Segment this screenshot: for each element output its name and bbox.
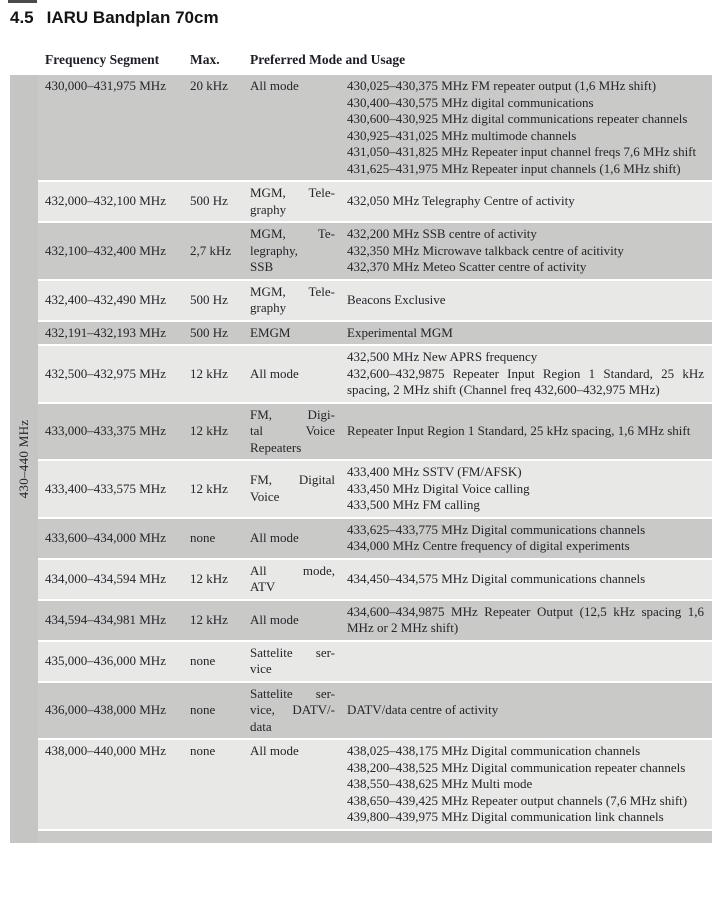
usage-cell <box>340 522 712 555</box>
usage-cell <box>340 78 712 177</box>
mode-cell <box>241 284 340 317</box>
mode-cell <box>241 743 340 760</box>
usage-entry: 433,400 MHz SSTV (FM/AFSK) <box>347 464 522 479</box>
table-row <box>38 281 712 320</box>
mode-line: All mode <box>250 529 299 545</box>
usage-entry: 432,600–432,9875 Repeater Input Region 1 Standard, 25 kHz spacing, 2 MHz shift (Channel freq 432,600–432,975 MHz) <box>347 365 704 397</box>
usage-cell <box>340 464 712 514</box>
table-row <box>38 560 712 599</box>
usage-cell <box>340 571 712 588</box>
mode-line: MGM, Tele- <box>250 283 335 299</box>
max-bandwidth-cell: none <box>190 652 216 668</box>
usage-cell <box>340 743 712 826</box>
usage-entry: 432,500 MHz New APRS frequency <box>347 349 538 364</box>
section-heading <box>10 8 725 28</box>
mode-line: Voice <box>250 488 280 504</box>
max-bandwidth-cell: 12 kHz <box>190 570 228 586</box>
frequency-cell: 438,000–440,000 MHz <box>45 743 166 758</box>
mode-line: MGM, Tele- <box>250 185 335 200</box>
mode-cell <box>241 366 340 383</box>
table-row <box>38 740 712 829</box>
table-row <box>38 461 712 517</box>
mode-line: SSB <box>250 259 274 274</box>
usage-cell <box>340 325 712 342</box>
mode-cell <box>241 78 340 95</box>
max-bandwidth-cell: 20 kHz <box>190 78 228 93</box>
mode-line: Sattelite ser- <box>250 644 335 660</box>
max-bandwidth-cell: none <box>190 529 216 545</box>
table-row <box>38 75 712 180</box>
mode-cell <box>241 645 340 678</box>
usage-entry: 430,600–430,925 MHz digital communications repeater channels <box>347 111 688 126</box>
usage-cell <box>340 226 712 276</box>
usage-entry: 432,350 MHz Microwave talkback centre of acitivity <box>347 242 624 258</box>
mode-line: ATV <box>250 579 276 594</box>
usage-entry: 438,200–438,525 MHz Digital communication repeater channels <box>347 759 686 775</box>
mode-line: tal Voice <box>250 423 335 438</box>
usage-cell <box>340 349 712 399</box>
mode-cell <box>241 530 340 547</box>
frequency-cell: 436,000–438,000 MHz <box>45 702 166 717</box>
mode-line: legraphy, <box>250 242 298 258</box>
frequency-cell: 432,500–432,975 MHz <box>45 365 166 381</box>
mode-cell <box>241 563 340 596</box>
usage-entry: Beacons Exclusive <box>347 291 446 307</box>
table-row <box>38 642 712 681</box>
max-bandwidth-cell: 500 Hz <box>190 193 228 209</box>
table-row <box>38 182 712 221</box>
mode-line: MGM, Te- <box>250 226 335 241</box>
max-bandwidth-cell: 2,7 kHz <box>190 242 232 258</box>
frequency-cell: 433,400–433,575 MHz <box>45 480 166 496</box>
mode-line: Sattelite ser- <box>250 685 335 701</box>
usage-entry: 432,200 MHz SSB centre of activity <box>347 226 537 241</box>
usage-entry: 438,550–438,625 MHz Multi mode <box>347 776 533 791</box>
mode-cell <box>241 472 340 505</box>
mode-line: Repeaters <box>250 439 302 455</box>
usage-entry: 430,925–431,025 MHz multimode channels <box>347 127 577 143</box>
usage-entry: Repeater Input Region 1 Standard, 25 kHz spacing, 1,6 MHz shift <box>347 423 691 438</box>
table-row <box>38 346 712 402</box>
usage-cell <box>340 604 712 637</box>
mode-line: FM, Digi- <box>250 406 335 422</box>
usage-cell <box>340 292 712 309</box>
table-row <box>38 404 712 460</box>
usage-entry: 431,625–431,975 MHz Repeater input channels (1,6 MHz shift) <box>347 160 681 176</box>
frequency-cell: 430,000–431,975 MHz <box>45 78 166 93</box>
mode-line: vice, DATV/- <box>250 702 335 717</box>
mode-line: data <box>250 718 272 734</box>
usage-entry: 431,050–431,825 MHz Repeater input channel freqs 7,6 MHz shift <box>347 144 697 159</box>
table-row <box>38 519 712 558</box>
bandplan-table <box>10 75 712 843</box>
table-row <box>38 322 712 345</box>
usage-entry: 430,025–430,375 MHz FM repeater output (1,6 MHz shift) <box>347 78 657 93</box>
frequency-cell: 432,191–432,193 MHz <box>45 324 166 340</box>
frequency-cell: 435,000–436,000 MHz <box>45 652 166 668</box>
frequency-cell: 434,594–434,981 MHz <box>45 611 166 627</box>
usage-entry: 438,025–438,175 MHz Digital communication channels <box>347 743 641 758</box>
usage-cell <box>340 423 712 440</box>
column-header-max: Max. <box>190 52 220 67</box>
usage-entry: 434,600–434,9875 MHz Repeater Output (12,5 kHz spacing 1,6 MHz or 2 MHz shift) <box>347 603 704 635</box>
usage-entry: 433,450 MHz Digital Voice calling <box>347 480 530 496</box>
table-row <box>38 683 712 739</box>
max-bandwidth-cell: none <box>190 702 216 717</box>
column-header-frequency: Frequency Segment <box>45 52 160 67</box>
frequency-cell: 434,000–434,594 MHz <box>45 570 166 586</box>
usage-entry: DATV/data centre of activity <box>347 702 499 717</box>
frequency-cell: 432,100–432,400 MHz <box>45 242 166 258</box>
mode-cell <box>241 612 340 629</box>
mode-cell <box>241 686 340 736</box>
usage-entry: 433,500 MHz FM calling <box>347 497 480 512</box>
mode-cell <box>241 407 340 457</box>
page-title: IARU Bandplan 70cm <box>46 8 219 27</box>
mode-line: graphy <box>250 300 287 315</box>
band-range-label: 430–440 MHz <box>16 419 31 499</box>
usage-entry: 432,370 MHz Meteo Scatter centre of activity <box>347 259 587 274</box>
max-bandwidth-cell: none <box>190 743 216 758</box>
mode-line: FM, Digital <box>250 472 335 488</box>
table-header-row <box>10 52 725 70</box>
frequency-cell: 433,600–434,000 MHz <box>45 529 166 545</box>
max-bandwidth-cell: 12 kHz <box>190 365 228 381</box>
mode-line: graphy <box>250 201 287 217</box>
band-gutter <box>10 75 38 843</box>
usage-cell <box>340 193 712 210</box>
mode-line: EMGM <box>250 324 291 340</box>
usage-entry: 434,000 MHz Centre frequency of digital experiments <box>347 538 630 553</box>
mode-cell <box>241 325 340 342</box>
mode-line: All mode <box>250 365 299 381</box>
usage-entry: 438,650–439,425 MHz Repeater output channels (7,6 MHz shift) <box>347 792 688 808</box>
bandplan-table-body <box>38 75 712 843</box>
max-bandwidth-cell: 500 Hz <box>190 324 228 340</box>
mode-line: All mode <box>250 611 299 627</box>
mode-cell <box>241 226 340 276</box>
table-row <box>38 601 712 640</box>
max-bandwidth-cell: 12 kHz <box>190 480 228 496</box>
frequency-cell: 433,000–433,375 MHz <box>45 423 166 438</box>
cropped-text-remnant <box>8 0 37 3</box>
max-bandwidth-cell: 12 kHz <box>190 423 228 438</box>
usage-entry: 432,050 MHz Telegraphy Centre of activity <box>347 193 575 209</box>
cropped-next-row <box>38 831 712 843</box>
frequency-cell: 432,400–432,490 MHz <box>45 291 166 307</box>
usage-entry: 439,800–439,975 MHz Digital communication link channels <box>347 809 664 824</box>
usage-cell <box>340 702 712 719</box>
section-number: 4.5 <box>10 8 34 27</box>
mode-cell <box>241 185 340 218</box>
column-header-mode-usage: Preferred Mode and Usage <box>250 52 406 67</box>
usage-entry: 434,450–434,575 MHz Digital communications channels <box>347 570 646 586</box>
usage-entry: Experimental MGM <box>347 324 453 340</box>
max-bandwidth-cell: 12 kHz <box>190 611 228 627</box>
mode-line: vice <box>250 661 272 676</box>
max-bandwidth-cell: 500 Hz <box>190 291 228 307</box>
usage-entry: 433,625–433,775 MHz Digital communications channels <box>347 521 646 537</box>
frequency-cell: 432,000–432,100 MHz <box>45 193 166 209</box>
mode-line: All mode <box>250 743 299 758</box>
table-row <box>38 223 712 279</box>
mode-line: All mode <box>250 78 299 93</box>
mode-line: All mode, <box>250 562 335 578</box>
usage-entry: 430,400–430,575 MHz digital communications <box>347 94 594 110</box>
